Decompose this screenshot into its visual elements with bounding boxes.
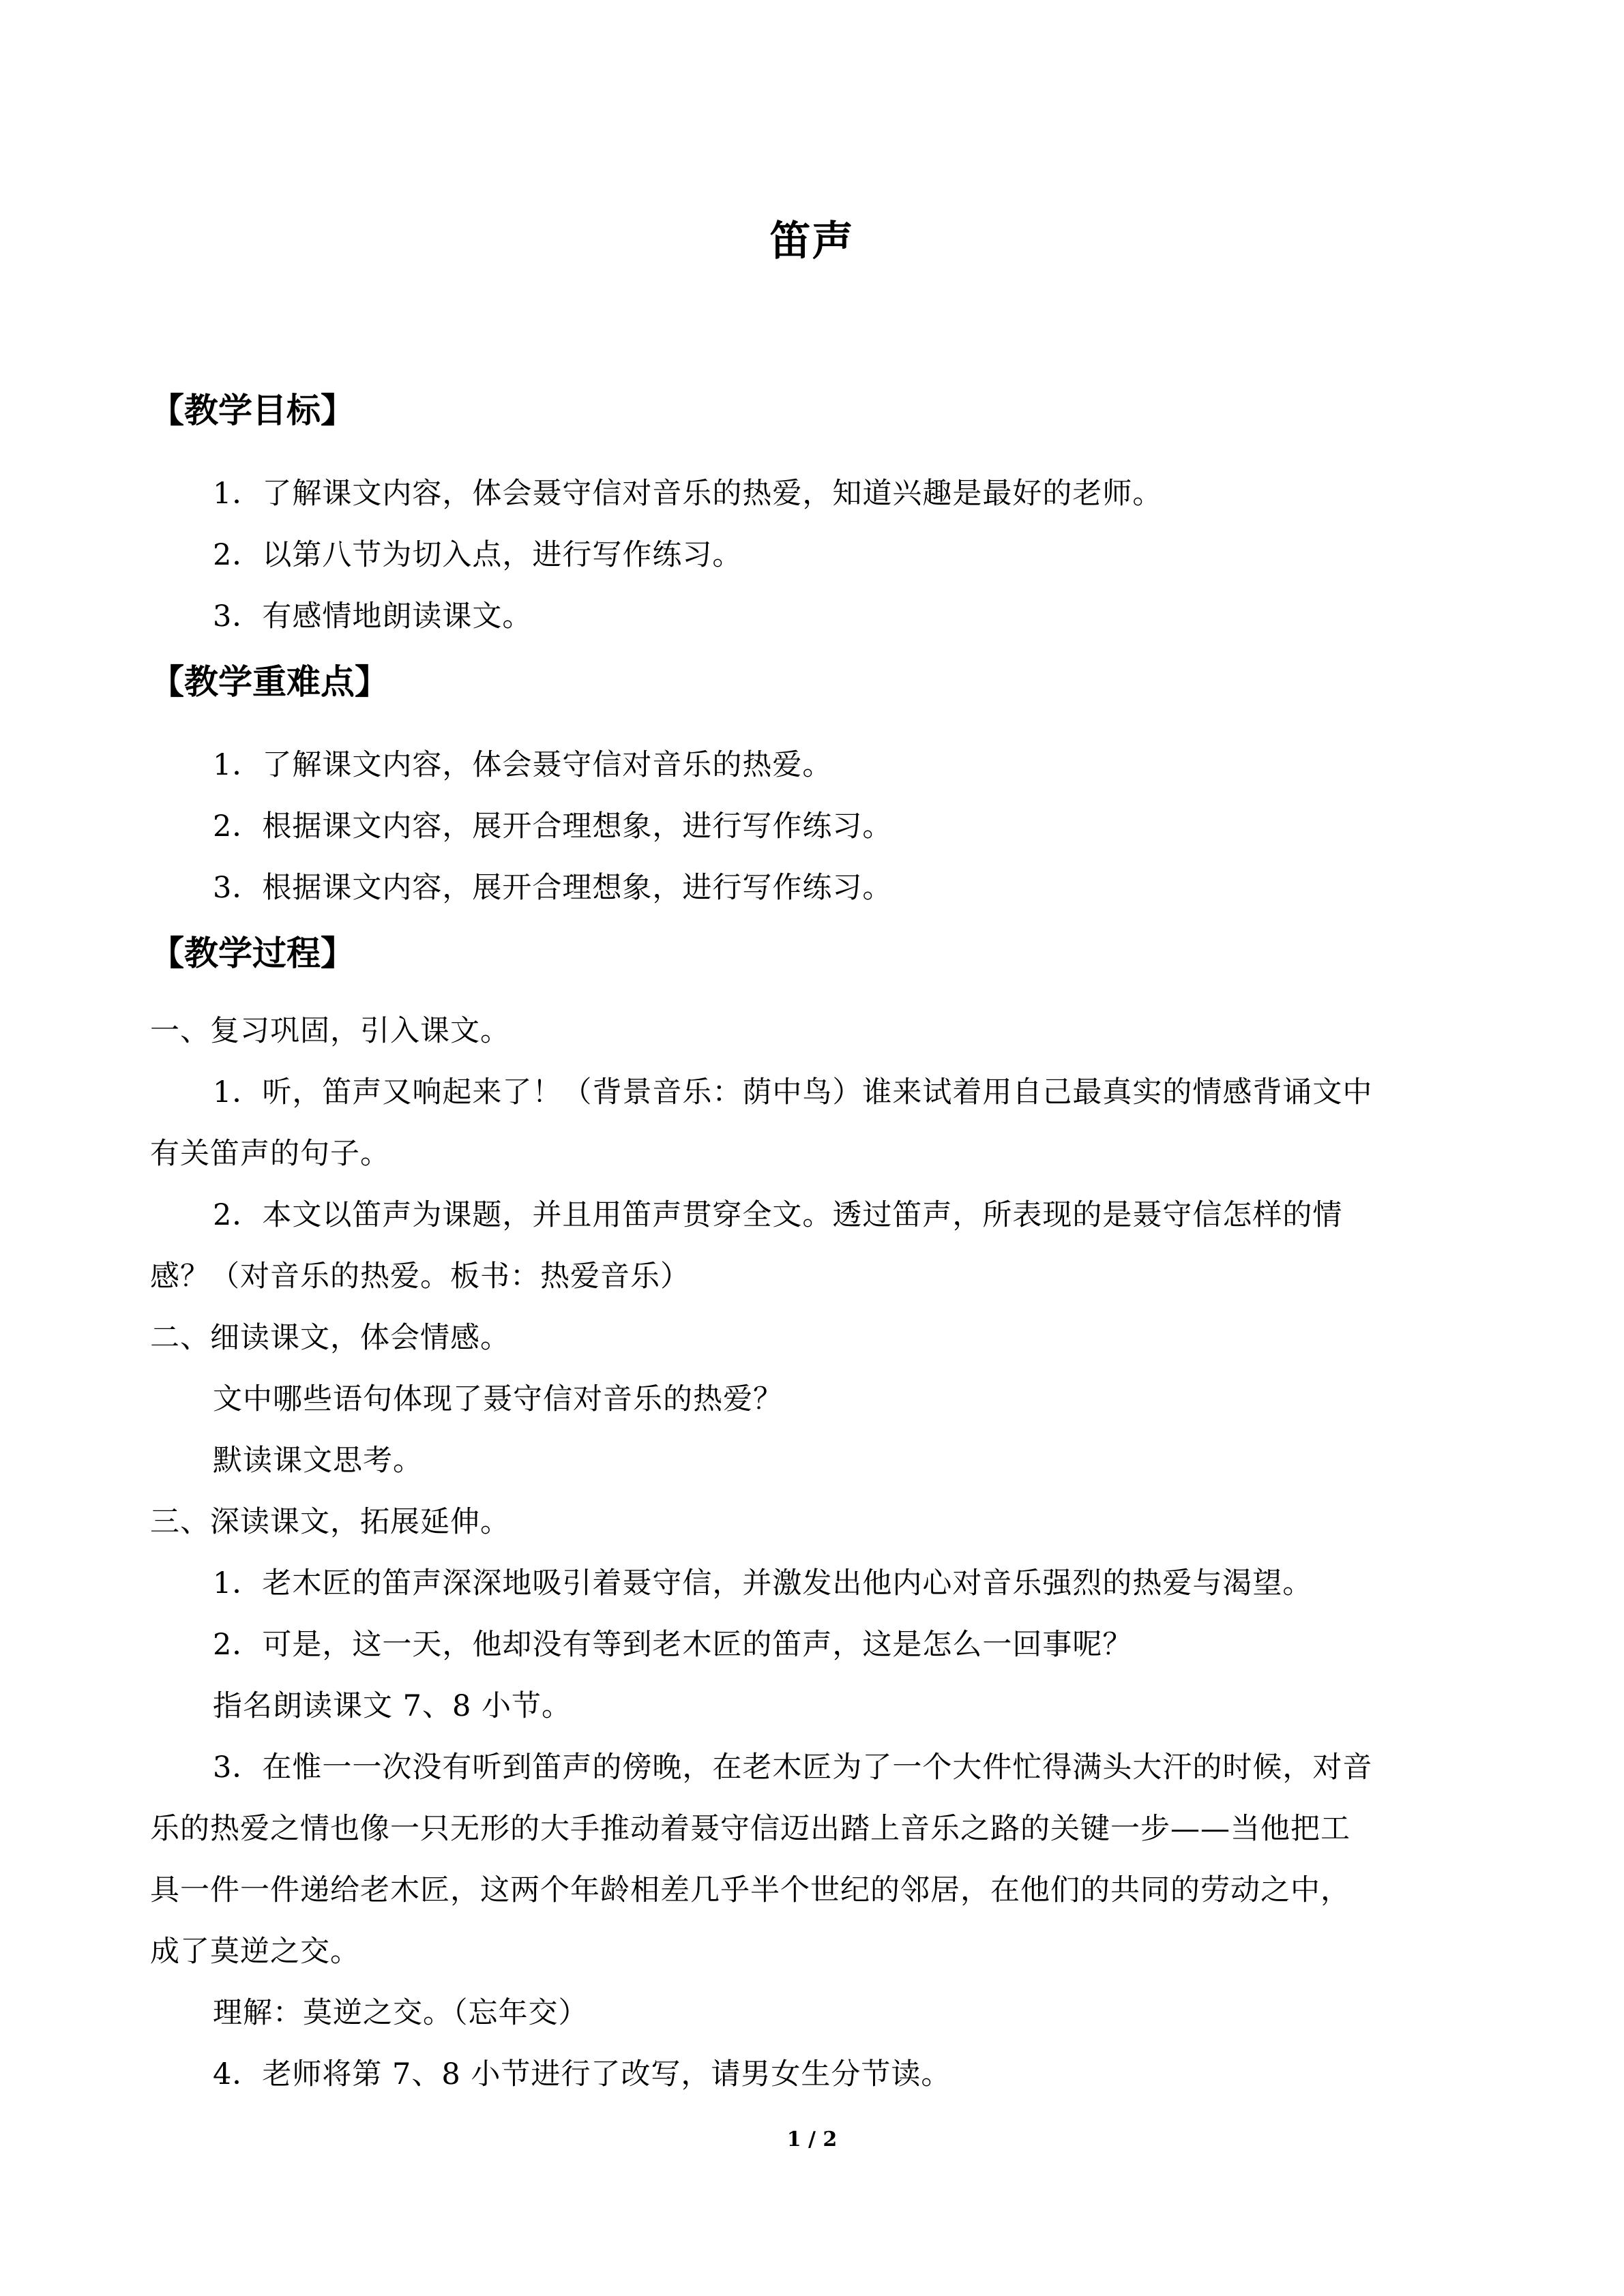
process-line: 1．听，笛声又响起来了！（背景音乐：荫中鸟）谁来试着用自己最真实的情感背诵文中 [213, 1075, 1373, 1109]
key-point-item: 1．了解课文内容，体会聂守信对音乐的热爱。 [213, 748, 833, 782]
process-line: 具一件一件递给老木匠，这两个年龄相差几乎半个世纪的邻居，在他们的共同的劳动之中， [150, 1873, 1350, 1907]
process-line: 理解：莫逆之交。（忘年交） [213, 1996, 589, 2030]
process-heading: 【教学过程】 [150, 933, 355, 973]
process-line: 三、深读课文，拓展延伸。 [150, 1505, 510, 1539]
objective-item: 2．以第八节为切入点，进行写作练习。 [213, 538, 743, 572]
process-line: 二、细读课文，体会情感。 [150, 1321, 510, 1355]
objective-item: 3．有感情地朗读课文。 [213, 599, 533, 633]
process-line: 4．老师将第 7、8 小节进行了改写，请男女生分节读。 [213, 2057, 951, 2091]
process-line: 一、复习巩固，引入课文。 [150, 1014, 510, 1048]
key-point-item: 3．根据课文内容，展开合理想象，进行写作练习。 [213, 871, 893, 905]
process-line: 2．可是，这一天，他却没有等到老木匠的笛声，这是怎么一回事呢？ [213, 1628, 1133, 1662]
process-line: 3．在惟一一次没有听到笛声的傍晚，在老木匠为了一个大件忙得满头大汗的时候，对音 [213, 1750, 1373, 1785]
process-line: 1．老木匠的笛声深深地吸引着聂守信，并激发出他内心对音乐强烈的热爱与渴望。 [213, 1566, 1313, 1600]
process-line: 默读课文思考。 [213, 1444, 423, 1478]
key-points-heading: 【教学重难点】 [150, 661, 389, 702]
process-line: 2．本文以笛声为课题，并且用笛声贯穿全文。透过笛声，所表现的是聂守信怎样的情 [213, 1198, 1343, 1232]
process-line: 成了莫逆之交。 [150, 1935, 360, 1969]
process-line: 乐的热爱之情也像一只无形的大手推动着聂守信迈出踏上音乐之路的关键一步——当他把工 [150, 1812, 1350, 1846]
objective-item: 1．了解课文内容，体会聂守信对音乐的热爱，知道兴趣是最好的老师。 [213, 477, 1163, 511]
objectives-heading: 【教学目标】 [150, 390, 355, 430]
key-point-item: 2．根据课文内容，展开合理想象，进行写作练习。 [213, 809, 893, 844]
process-line: 感？（对音乐的热爱。板书：热爱音乐） [150, 1259, 690, 1294]
page-number: 1 / 2 [786, 2128, 838, 2151]
page-title: 笛声 [769, 218, 855, 265]
process-line: 有关笛声的句子。 [150, 1137, 390, 1171]
process-line: 文中哪些语句体现了聂守信对音乐的热爱？ [213, 1382, 783, 1416]
process-line: 指名朗读课文 7、8 小节。 [213, 1689, 572, 1723]
